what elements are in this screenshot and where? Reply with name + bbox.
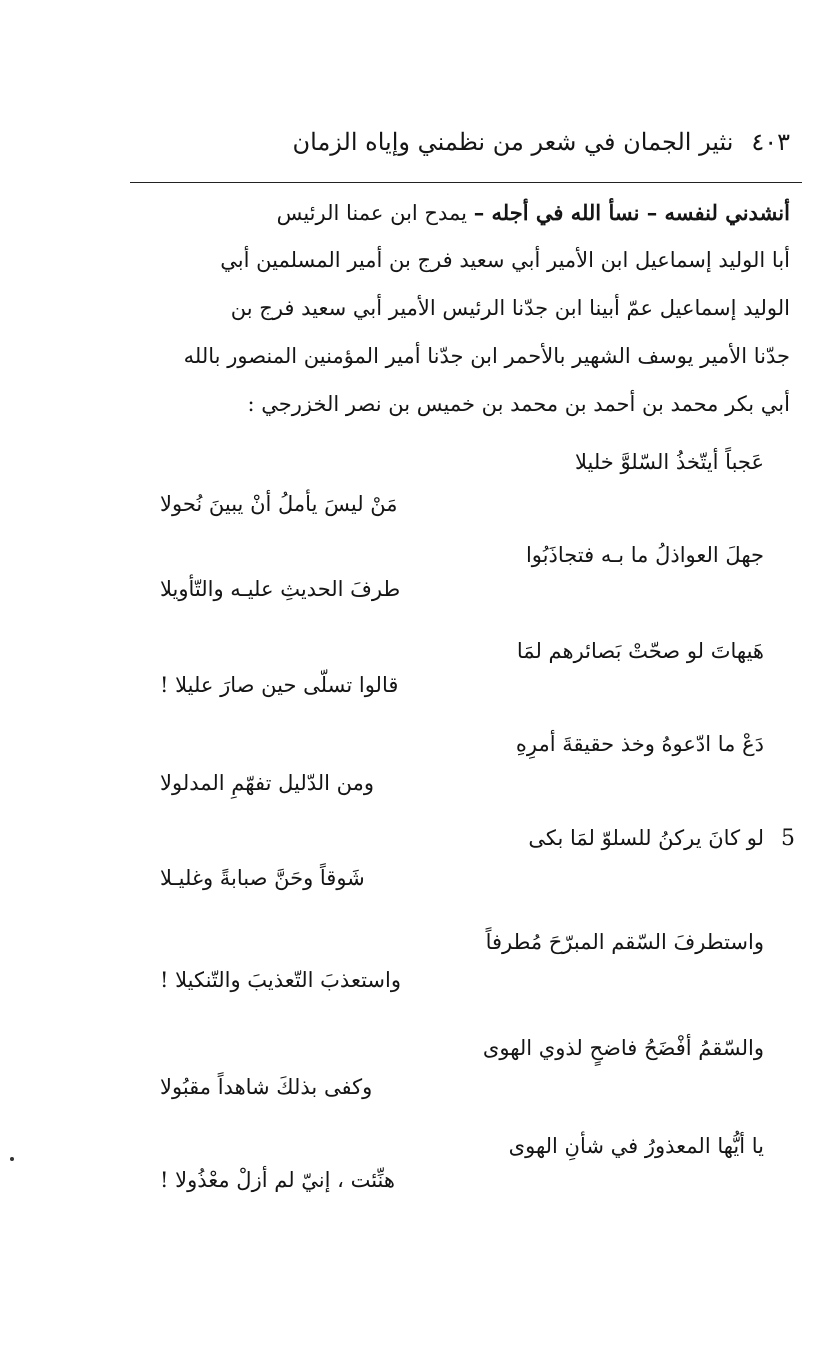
verse-number: 5	[781, 826, 795, 851]
intro-line-2: أبا الوليد إسماعيل ابن الأمير أبي سعيد فرج بن أمير المسلمين أبي	[220, 248, 790, 272]
verse-first-hemistich: واستطرفَ السّقم المبرّحَ مُطرفاً	[485, 930, 764, 954]
verse-second-hemistich: ومن الدّليل تفهّمِ المدلولا	[160, 771, 375, 795]
ink-speck	[10, 1157, 14, 1161]
verse-second-hemistich: واستعذبَ التّعذيبَ والتّنكيلا !	[160, 968, 401, 992]
intro-bold-lead: أنشدني لنفسه – نسأ الله في أجله –	[473, 200, 790, 225]
verse-first-hemistich: لو كانَ يركنُ للسلوّ لمَا بكى	[528, 826, 764, 850]
intro-line-3: الوليد إسماعيل عمّ أبينا ابن جدّنا الرئيس الأمير أبي سعيد فرج بن	[230, 296, 790, 320]
intro-line-1-rest: يمدح ابن عمنا الرئيس	[276, 201, 467, 225]
verse-first-hemistich: عَجباً أيتّخذُ السّلوَّ خليلا	[574, 450, 764, 474]
verse-second-hemistich: وكفى بذلكَ شاهداً مقبُولا	[160, 1075, 373, 1099]
verse-second-hemistich: مَنْ ليسَ يأملُ أنْ يبينَ نُحولا	[160, 492, 398, 516]
verse-second-hemistich: طرفَ الحديثِ عليـه والتّأويلا	[160, 577, 401, 601]
verse-first-hemistich: يا أيُّها المعذورُ في شأنِ الهوى	[508, 1134, 764, 1158]
verse-second-hemistich: هنِّئت ، إنيّ لم أزلْ معْذُولا !	[160, 1168, 395, 1192]
verse-second-hemistich: شَوقاً وحَنَّ صبابةً وغليـلا	[160, 866, 365, 890]
verse-first-hemistich: هَيهاتَ لو صحّتْ بَصائرهم لمَا	[516, 639, 764, 663]
intro-line-5: أبي بكر محمد بن أحمد بن محمد بن خميس بن نصر الخزرجي :	[247, 392, 790, 416]
verse-first-hemistich: جهلَ العواذلُ ما بـه فتجاذَبُوا	[525, 543, 764, 567]
verse-first-hemistich: والسّقمُ أفْضَحُ فاضحٍ لذوي الهوى	[482, 1036, 764, 1060]
page-number: ٤٠٣	[751, 128, 790, 156]
verse-second-hemistich: قالوا تسلّى حين صارَ عليلا !	[160, 673, 399, 697]
running-title: نثير الجمان في شعر من نظمني وإياه الزمان	[292, 128, 734, 156]
verse-first-hemistich: دَعْ ما ادّعوهُ وخذ حقيقةَ أمرِهِ	[515, 732, 764, 756]
intro-line-4: جدّنا الأمير يوسف الشهير بالأحمر ابن جدّنا أمير المؤمنين المنصور بالله	[183, 344, 790, 368]
